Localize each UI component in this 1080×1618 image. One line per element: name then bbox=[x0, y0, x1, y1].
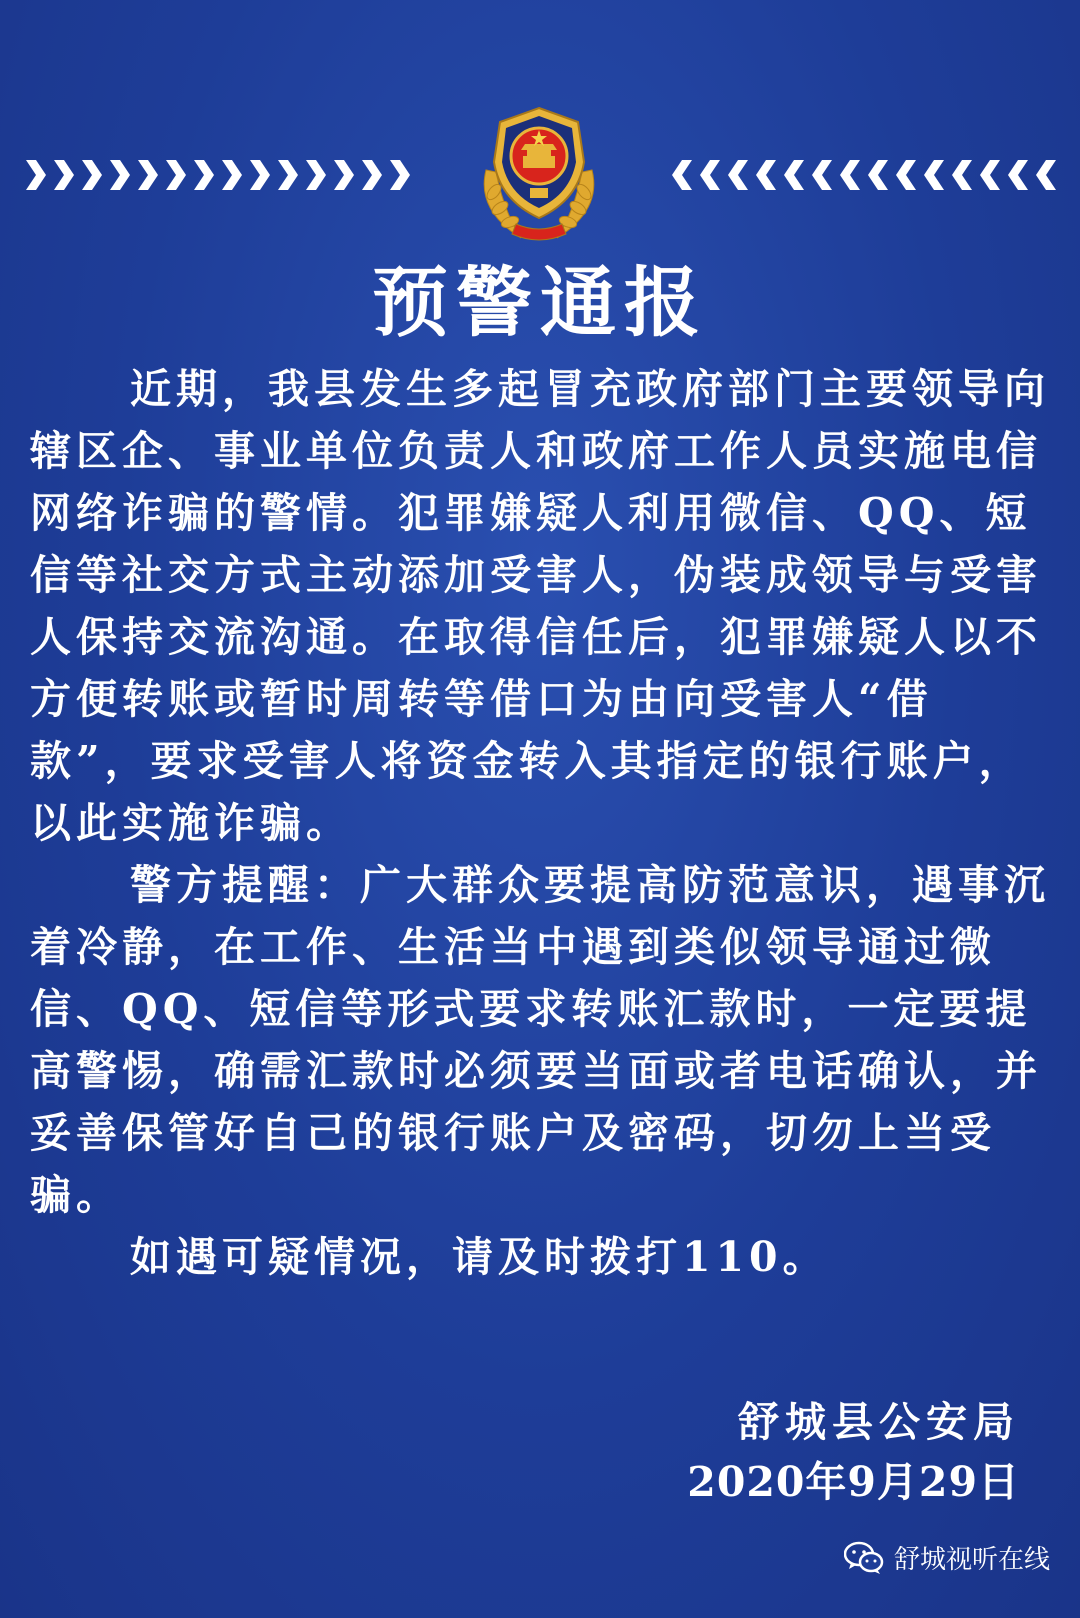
notice-title: 预警通报 bbox=[372, 258, 708, 347]
notice-paragraph-2: 警方提醒：广大群众要提高防范意识，遇事沉着冷静，在工作、生活当中遇到类似领导通过微信、QQ、短信等形式要求转账汇款时，一定要提高警惕，确需汇款时必须要当面或者电话确认，并妥善保管好自己的银行账户及密码，切勿上当受骗。 bbox=[30, 861, 1050, 1219]
chevron-right-icon bbox=[330, 158, 354, 192]
chevron-left-icon bbox=[784, 158, 808, 192]
chevron-right-icon bbox=[50, 158, 74, 192]
notice-paragraph-1: 近期，我县发生多起冒充政府部门主要领导向辖区企、事业单位负责人和政府工作人员实施电信网络诈骗的警情。犯罪嫌疑人利用微信、QQ、短信等社交方式主动添加受害人，伪装成领导与受害人保持交流沟通。在取得信任后，犯罪嫌疑人以不方便转账或暂时周转等借口为由向受害人“借款”，要求受害人将资金转入其指定的银行账户，以此实施诈骗。 bbox=[30, 365, 1050, 847]
chevron-left-icon bbox=[812, 158, 836, 192]
chevron-left-icon bbox=[700, 158, 724, 192]
chevron-right-icon bbox=[162, 158, 186, 192]
chevron-right-icon bbox=[302, 158, 326, 192]
chevron-left-icon bbox=[1008, 158, 1032, 192]
chevron-left-icon bbox=[672, 158, 696, 192]
chevron-right-icon bbox=[190, 158, 214, 192]
notice-body bbox=[30, 358, 1050, 1288]
chevron-left-icon bbox=[728, 158, 752, 192]
issue-date: 2020年9月29日 bbox=[687, 1458, 1020, 1506]
chevron-left-icon bbox=[840, 158, 864, 192]
notice-paragraph-3: 如遇可疑情况，请及时拨打110。 bbox=[130, 1233, 829, 1281]
police-emblem-icon bbox=[466, 100, 612, 250]
signature-block bbox=[620, 1392, 1020, 1512]
chevron-right-icon bbox=[134, 158, 158, 192]
watermark bbox=[844, 1539, 1050, 1576]
chevron-right-icon bbox=[106, 158, 130, 192]
chevron-left-icon bbox=[924, 158, 948, 192]
chevron-right-icon bbox=[22, 158, 46, 192]
left-chevron-decoration bbox=[22, 157, 414, 193]
right-chevron-decoration bbox=[672, 157, 1064, 193]
issuer-name: 舒城县公安局 bbox=[738, 1398, 1020, 1446]
chevron-right-icon bbox=[358, 158, 382, 192]
chevron-right-icon bbox=[78, 158, 102, 192]
chevron-right-icon bbox=[386, 158, 410, 192]
chevron-left-icon bbox=[980, 158, 1004, 192]
chevron-right-icon bbox=[218, 158, 242, 192]
chevron-left-icon bbox=[756, 158, 780, 192]
chevron-right-icon bbox=[246, 158, 270, 192]
chevron-left-icon bbox=[952, 158, 976, 192]
wechat-icon bbox=[844, 1541, 884, 1575]
chevron-left-icon bbox=[868, 158, 892, 192]
chevron-left-icon bbox=[896, 158, 920, 192]
chevron-right-icon bbox=[274, 158, 298, 192]
chevron-left-icon bbox=[1036, 158, 1060, 192]
watermark-text: 舒城视听在线 bbox=[893, 1545, 1050, 1575]
